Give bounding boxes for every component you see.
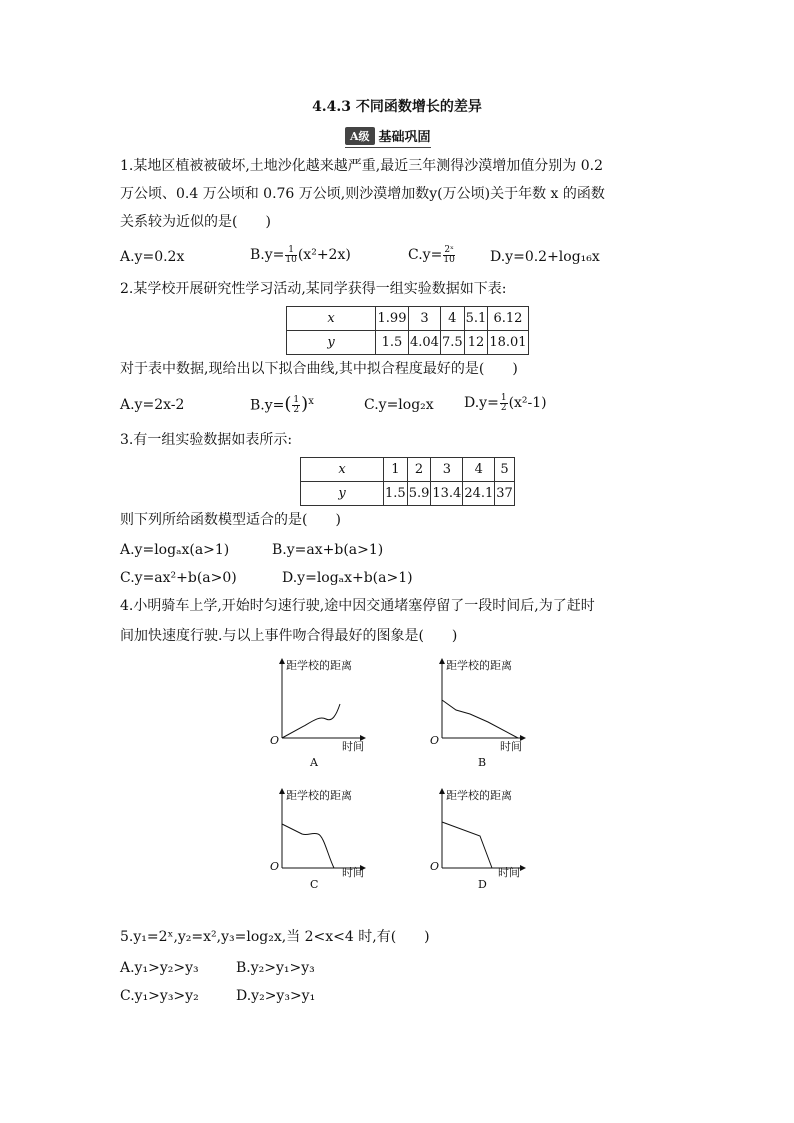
q1-line3: 关系较为近似的是( ) — [120, 214, 271, 230]
graph-b — [428, 656, 528, 774]
table-row — [301, 482, 515, 506]
table-header — [301, 458, 384, 482]
table-cell: 18.01 — [488, 331, 528, 355]
q5-line1: 5.y₁=2ˣ,y₂=x²,y₃=log₂x,当 2<x<4 时,有( ) — [120, 929, 430, 945]
graph-b-origin: O — [430, 734, 440, 747]
graph-c — [268, 786, 368, 904]
table-cell: 2 — [407, 458, 431, 482]
table-cell: 4.04 — [409, 331, 441, 355]
q3-line2: 则下列所给函数模型适合的是( ) — [120, 512, 341, 528]
fraction-denominator: 10 — [285, 254, 297, 265]
q2-option-d-fraction — [500, 394, 508, 413]
q4-line2: 间加快速度行驶.与以上事件吻合得最好的图象是( ) — [120, 628, 458, 644]
page-title: 4.4.3 不同函数增长的差异 — [312, 99, 482, 115]
table-cell: 24.1 — [463, 482, 495, 506]
y-axis-arrow — [439, 658, 445, 664]
y-axis-arrow — [439, 788, 445, 794]
table-cell: 6.12 — [488, 307, 528, 331]
q1-option-b — [250, 245, 351, 265]
table-cell: 1.5 — [376, 331, 409, 355]
table-header-label: y — [327, 335, 335, 350]
table-cell: 5.9 — [407, 482, 431, 506]
fraction-numerator: 1 — [285, 246, 296, 256]
left-paren: ( — [284, 393, 292, 415]
q5-option-a: A.y₁>y₂>y₃ — [120, 960, 199, 976]
table-cell: 4 — [463, 458, 495, 482]
x-axis-arrow — [520, 865, 526, 871]
table-cell: 13.4 — [431, 482, 463, 506]
q3-option-d: D.y=logₐx+b(a>1) — [282, 570, 413, 586]
graph-c-origin: O — [270, 860, 280, 873]
q2-option-b — [250, 392, 314, 416]
graph-a-letter: A — [310, 756, 318, 769]
table-cell: 4 — [440, 307, 464, 331]
q2-line2: 对于表中数据,现给出以下拟合曲线,其中拟合程度最好的是( ) — [120, 361, 518, 377]
table-cell: 5 — [495, 458, 515, 482]
table-cell: 12 — [464, 331, 488, 355]
q1-option-c-fraction — [443, 246, 455, 265]
q2-option-d — [464, 393, 547, 413]
table-cell: 1.99 — [376, 307, 409, 331]
right-paren: ) — [301, 393, 309, 415]
table-cell: 3 — [431, 458, 463, 482]
fraction-denominator: 10 — [443, 254, 455, 265]
table-header-label: x — [338, 462, 346, 477]
table-cell: 5.1 — [464, 307, 488, 331]
exponent: x — [308, 396, 314, 407]
fraction-denominator: 2 — [500, 402, 507, 413]
graph-a-ylabel: 距学校的距离 — [286, 659, 352, 672]
q3-data-table — [300, 457, 515, 506]
q2-option-b-fraction — [292, 396, 300, 415]
q1-line2: 万公顷、0.4 万公顷和 0.76 万公顷,则沙漠增加数y(万公顷)关于年数 x 的函数 — [120, 186, 605, 202]
graph-a — [268, 656, 368, 774]
q2-option-d-suffix: (x²-1) — [508, 395, 547, 411]
level-badge — [345, 126, 431, 145]
table-header-label: x — [327, 311, 335, 326]
y-axis-arrow — [279, 788, 285, 794]
fraction-numerator: 1 — [500, 392, 507, 403]
q1-option-a: A.y=0.2x — [120, 249, 185, 265]
q1-line1: 1.某地区植被被破坏,土地沙化越来越严重,最近三年测得沙漠增加值分别为 0.2 — [120, 158, 603, 174]
table-row — [287, 331, 529, 355]
graph-c-xlabel: 时间 — [342, 866, 364, 879]
table-cell: 1 — [384, 458, 408, 482]
q3-option-a: A.y=logₐx(a>1) — [120, 542, 230, 558]
graph-d — [428, 786, 528, 904]
table-cell: 1.5 — [384, 482, 408, 506]
y-axis-arrow — [279, 658, 285, 664]
q5-option-c: C.y₁>y₃>y₂ — [120, 988, 199, 1004]
table-cell: 37 — [495, 482, 515, 506]
graph-b-letter: B — [478, 756, 487, 769]
q4-line1: 4.小明骑车上学,开始时匀速行驶,途中因交通堵塞停留了一段时间后,为了赶时 — [120, 598, 595, 614]
graph-d-letter: D — [478, 878, 487, 891]
q2-data-table — [286, 306, 529, 355]
q1-option-d: D.y=0.2+log₁₆x — [490, 249, 600, 265]
q2-option-d-prefix: D.y= — [464, 395, 499, 411]
badge-underline — [345, 147, 431, 148]
fraction-numerator: 1 — [293, 395, 300, 406]
q1-option-b-prefix: B.y= — [250, 247, 285, 263]
graph-c-curve — [282, 824, 334, 868]
table-cell: 3 — [409, 307, 441, 331]
q1-option-b-suffix: (x²+2x) — [297, 247, 351, 263]
graph-a-xlabel: 时间 — [342, 740, 364, 753]
table-header — [287, 307, 376, 331]
graph-d-curve — [442, 822, 492, 868]
graph-a-curve — [282, 704, 340, 738]
table-row — [287, 307, 529, 331]
fraction-denominator: 2 — [293, 405, 300, 416]
graph-b-ylabel: 距学校的距离 — [446, 659, 512, 672]
table-cell: 7.5 — [440, 331, 464, 355]
q2-line1: 2.某学校开展研究性学习活动,某同学获得一组实验数据如下表: — [120, 281, 507, 297]
q3-line1: 3.有一组实验数据如表所示: — [120, 432, 293, 448]
graph-b-xlabel: 时间 — [500, 740, 522, 753]
q1-option-c — [408, 245, 456, 265]
level-tag: A级 — [345, 127, 375, 145]
table-header — [287, 331, 376, 355]
table-row — [301, 458, 515, 482]
fraction-numerator: 2ˣ — [444, 244, 454, 255]
table-header-label: y — [338, 486, 346, 501]
q5-option-b: B.y₂>y₁>y₃ — [236, 960, 315, 976]
q2-option-b-prefix: B.y= — [250, 397, 285, 414]
q2-option-c: C.y=log₂x — [364, 397, 434, 413]
graph-d-origin: O — [430, 860, 440, 873]
graph-c-ylabel: 距学校的距离 — [286, 789, 352, 802]
level-text: 基础巩固 — [378, 130, 431, 145]
q3-option-b: B.y=ax+b(a>1) — [272, 542, 384, 558]
q1-option-c-prefix: C.y= — [408, 247, 443, 263]
q3-option-c: C.y=ax²+b(a>0) — [120, 570, 237, 586]
table-header — [301, 482, 384, 506]
graph-d-xlabel: 时间 — [498, 866, 520, 879]
graph-c-letter: C — [310, 878, 319, 891]
graph-d-ylabel: 距学校的距离 — [446, 789, 512, 802]
q2-option-a: A.y=2x-2 — [120, 397, 185, 413]
q1-option-b-fraction — [285, 246, 296, 265]
graph-a-origin: O — [270, 734, 280, 747]
q5-option-d: D.y₂>y₃>y₁ — [236, 988, 316, 1004]
graph-b-curve — [442, 700, 518, 738]
